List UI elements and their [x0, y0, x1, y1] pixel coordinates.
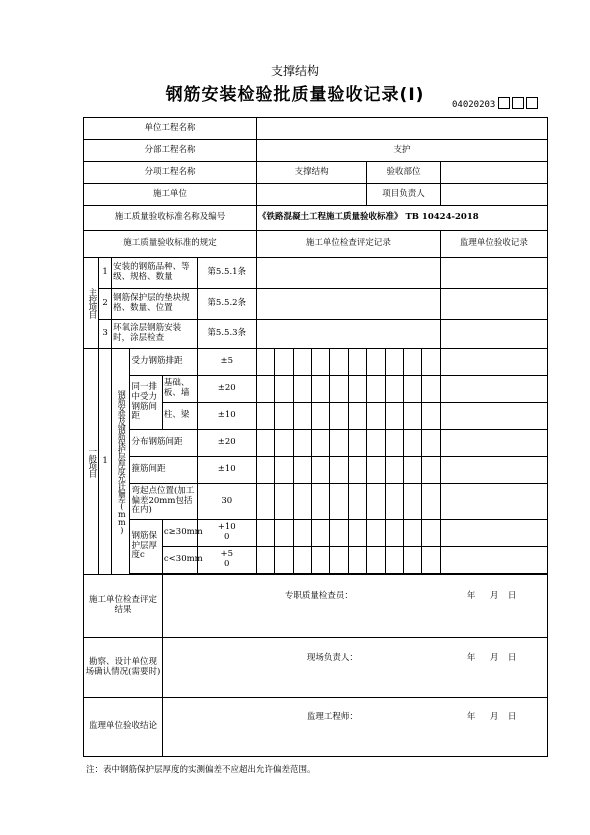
- check-cell[interactable]: [367, 484, 385, 520]
- main-items-group: 主控项目: [84, 258, 99, 349]
- main-item-supervision[interactable]: [440, 320, 547, 349]
- acceptance-part-label: 验收部位: [367, 162, 441, 184]
- cover-thickness-value-b: [197, 547, 256, 574]
- check-cell[interactable]: [422, 376, 440, 403]
- construction-unit-value[interactable]: [256, 184, 366, 206]
- check-cell[interactable]: [275, 520, 293, 547]
- code-boxes[interactable]: [498, 97, 540, 109]
- date-month: 月: [489, 712, 499, 723]
- standard-value[interactable]: 《铁路混凝土工程施工质量验收标准》 TB 10424-2018: [256, 206, 547, 231]
- acceptance-part-value[interactable]: [440, 162, 547, 184]
- construction-result-label: 施工单位检查评定结果: [84, 575, 163, 638]
- check-cell[interactable]: [348, 349, 366, 376]
- item-project-value[interactable]: 支撑结构: [256, 162, 366, 184]
- check-cell[interactable]: [293, 349, 311, 376]
- check-cell[interactable]: [312, 520, 330, 547]
- check-cell[interactable]: [348, 520, 366, 547]
- tolerance-lower: 0: [224, 559, 230, 569]
- main-item-no: 2: [99, 289, 112, 320]
- check-cell[interactable]: [422, 520, 440, 547]
- check-cell[interactable]: [312, 403, 330, 430]
- check-cell[interactable]: [330, 520, 348, 547]
- check-cell[interactable]: [293, 403, 311, 430]
- general-item-category: 钢筋安装及钢筋保护层厚度允许偏差(mm): [112, 349, 130, 575]
- check-cell[interactable]: [422, 547, 440, 574]
- main-item-clause: 第5.5.2条: [197, 289, 256, 320]
- check-cell[interactable]: [348, 430, 366, 457]
- check-cell[interactable]: [403, 457, 421, 484]
- check-cell[interactable]: [256, 484, 274, 520]
- general-items-group: 一般项目: [84, 349, 99, 575]
- check-cell[interactable]: [385, 484, 403, 520]
- check-cell[interactable]: [330, 484, 348, 520]
- date-month: 月: [489, 591, 499, 602]
- check-cell[interactable]: [403, 376, 421, 403]
- date-year: 年: [466, 652, 476, 663]
- check-cell[interactable]: [256, 403, 274, 430]
- distribution-spacing-label: 分布钢筋间距: [130, 430, 197, 457]
- supervision-cell[interactable]: [440, 484, 547, 520]
- main-item-clause: 第5.5.1条: [197, 258, 256, 289]
- supervision-conclusion-label: 监理单位验收结论: [84, 698, 163, 757]
- date-day: 日: [507, 652, 517, 663]
- supervision-cell[interactable]: [440, 457, 547, 484]
- rebar-spacing-value-a: ±20: [197, 376, 256, 403]
- distribution-spacing-value: ±20: [197, 430, 256, 457]
- acceptance-table: [83, 117, 548, 757]
- main-item-supervision[interactable]: [440, 258, 547, 289]
- general-item-no: 1: [99, 349, 112, 575]
- date-year: 年: [466, 712, 476, 723]
- supervision-cell[interactable]: [440, 430, 547, 457]
- sub-project-value[interactable]: 支护: [256, 140, 547, 162]
- check-cell[interactable]: [275, 484, 293, 520]
- main-item-check[interactable]: [256, 289, 440, 320]
- date-day: 日: [507, 712, 517, 723]
- check-cell[interactable]: [422, 349, 440, 376]
- check-cell[interactable]: [367, 457, 385, 484]
- check-cell[interactable]: [348, 547, 366, 574]
- date-day: 日: [507, 591, 517, 602]
- check-cell[interactable]: [422, 430, 440, 457]
- check-cell[interactable]: [293, 547, 311, 574]
- supervision-cell[interactable]: [440, 403, 547, 430]
- check-cell[interactable]: [385, 457, 403, 484]
- main-item-check[interactable]: [256, 320, 440, 349]
- cover-thickness-value-a: [197, 520, 256, 547]
- check-cell[interactable]: [330, 457, 348, 484]
- main-item-no: 3: [99, 320, 112, 349]
- check-cell[interactable]: [293, 376, 311, 403]
- check-cell[interactable]: [293, 457, 311, 484]
- construction-result-area[interactable]: [162, 575, 547, 638]
- check-cell[interactable]: [256, 520, 274, 547]
- check-cell[interactable]: [312, 349, 330, 376]
- check-cell[interactable]: [275, 349, 293, 376]
- check-cell[interactable]: [367, 430, 385, 457]
- form-title: 钢筋安装检验批质量验收记录(Ⅰ): [165, 85, 425, 105]
- stirrup-spacing-label: 箍筋间距: [130, 457, 197, 484]
- check-cell[interactable]: [385, 349, 403, 376]
- date-year: 年: [466, 591, 476, 602]
- main-item-text: 安装的钢筋品种、等级、规格、数量: [112, 258, 197, 289]
- supervision-conclusion-area[interactable]: [162, 698, 547, 757]
- check-cell[interactable]: [275, 376, 293, 403]
- check-cell[interactable]: [256, 349, 274, 376]
- check-cell[interactable]: [330, 376, 348, 403]
- check-cell[interactable]: [422, 457, 440, 484]
- supervision-cell[interactable]: [440, 547, 547, 574]
- check-cell[interactable]: [293, 484, 311, 520]
- check-cell[interactable]: [275, 403, 293, 430]
- date-month: 月: [489, 652, 499, 663]
- cover-thickness-sub-b: c<30mm: [162, 547, 197, 574]
- bend-point-value: 30: [197, 484, 256, 520]
- rebar-spacing-sub-a: 基础、板、墙: [162, 376, 197, 403]
- check-cell[interactable]: [403, 349, 421, 376]
- check-cell[interactable]: [367, 376, 385, 403]
- bend-point-label: 弯起点位置(加工偏差20mm包括在内): [130, 484, 197, 520]
- design-confirmation-label: 勘察、设计单位现场确认情况(需要时): [84, 638, 163, 698]
- code-box[interactable]: [512, 97, 524, 109]
- site-manager-label: 现场负责人：: [306, 652, 358, 663]
- item-project-label: 分项工程名称: [84, 162, 257, 184]
- supervision-cell[interactable]: [440, 520, 547, 547]
- quality-inspector-label: 专职质量检查员：: [284, 591, 353, 602]
- check-cell[interactable]: [385, 376, 403, 403]
- check-cell[interactable]: [275, 457, 293, 484]
- rebar-row-spacing-label: 受力钢筋排距: [130, 349, 197, 376]
- form-subtitle: 支撑结构: [270, 64, 319, 78]
- rebar-spacing-sub-b: 柱、梁: [162, 403, 197, 430]
- check-cell[interactable]: [385, 547, 403, 574]
- design-confirmation-area[interactable]: [162, 638, 547, 698]
- footnote: 注：表中钢筋保护层厚度的实测偏差不应超出允许偏差范围。: [86, 765, 316, 775]
- project-manager-label: 项目负责人: [367, 184, 441, 206]
- check-cell[interactable]: [256, 547, 274, 574]
- main-item-clause: 第5.5.3条: [197, 320, 256, 349]
- check-cell[interactable]: [330, 430, 348, 457]
- main-item-text: 钢筋保护层的垫块规格、数量、位置: [112, 289, 197, 320]
- check-cell[interactable]: [256, 457, 274, 484]
- check-cell[interactable]: [422, 484, 440, 520]
- check-cell[interactable]: [367, 349, 385, 376]
- check-cell[interactable]: [403, 547, 421, 574]
- check-cell[interactable]: [385, 520, 403, 547]
- check-cell[interactable]: [330, 403, 348, 430]
- supervision-cell[interactable]: [440, 349, 547, 376]
- main-item-check[interactable]: [256, 258, 440, 289]
- check-cell[interactable]: [293, 430, 311, 457]
- main-item-supervision[interactable]: [440, 289, 547, 320]
- check-cell[interactable]: [422, 403, 440, 430]
- rebar-spacing-value-b: ±10: [197, 403, 256, 430]
- check-cell[interactable]: [385, 430, 403, 457]
- check-cell[interactable]: [385, 403, 403, 430]
- check-cell[interactable]: [293, 520, 311, 547]
- cover-thickness-sub-a: c≥30mm: [162, 520, 197, 547]
- check-cell[interactable]: [256, 430, 274, 457]
- check-cell[interactable]: [367, 403, 385, 430]
- code-box[interactable]: [526, 97, 538, 109]
- check-cell[interactable]: [348, 403, 366, 430]
- check-cell[interactable]: [348, 457, 366, 484]
- column-spec: 施工质量验收标准的规定: [84, 231, 257, 258]
- tolerance-upper: +5: [220, 549, 233, 560]
- check-cell[interactable]: [367, 520, 385, 547]
- column-check: 施工单位检查评定记录: [256, 231, 440, 258]
- check-cell[interactable]: [367, 547, 385, 574]
- unit-project-value[interactable]: [256, 118, 547, 140]
- check-cell[interactable]: [312, 376, 330, 403]
- construction-unit-label: 施工单位: [84, 184, 257, 206]
- supervision-engineer-label: 监理工程师：: [306, 712, 358, 723]
- form-code: 04020203: [452, 100, 496, 110]
- check-cell[interactable]: [312, 430, 330, 457]
- project-manager-value[interactable]: [440, 184, 547, 206]
- check-cell[interactable]: [312, 484, 330, 520]
- rebar-row-spacing-value: ±5: [197, 349, 256, 376]
- check-cell[interactable]: [348, 484, 366, 520]
- check-cell[interactable]: [275, 547, 293, 574]
- check-cell[interactable]: [330, 547, 348, 574]
- supervision-cell[interactable]: [440, 376, 547, 403]
- check-cell[interactable]: [330, 349, 348, 376]
- standard-label: 施工质量验收标准名称及编号: [84, 206, 257, 231]
- check-cell[interactable]: [256, 376, 274, 403]
- check-cell[interactable]: [403, 403, 421, 430]
- check-cell[interactable]: [348, 376, 366, 403]
- rebar-spacing-label: 同一排中受力钢筋间距: [130, 376, 162, 430]
- stirrup-spacing-value: ±10: [197, 457, 256, 484]
- check-cell[interactable]: [312, 547, 330, 574]
- column-supervision: 监理单位验收记录: [440, 231, 547, 258]
- main-item-text: 环氧涂层钢筋安装时，涂层检查: [112, 320, 197, 349]
- check-cell[interactable]: [403, 430, 421, 457]
- check-cell[interactable]: [403, 484, 421, 520]
- check-cell[interactable]: [403, 520, 421, 547]
- tolerance-upper: +10: [217, 522, 236, 533]
- check-cell[interactable]: [312, 457, 330, 484]
- main-item-no: 1: [99, 258, 112, 289]
- cover-thickness-label: 钢筋保护层厚度c: [130, 520, 162, 574]
- sub-project-label: 分部工程名称: [84, 140, 257, 162]
- check-cell[interactable]: [275, 430, 293, 457]
- tolerance-lower: 0: [224, 532, 230, 542]
- code-box[interactable]: [498, 97, 510, 109]
- unit-project-label: 单位工程名称: [84, 118, 257, 140]
